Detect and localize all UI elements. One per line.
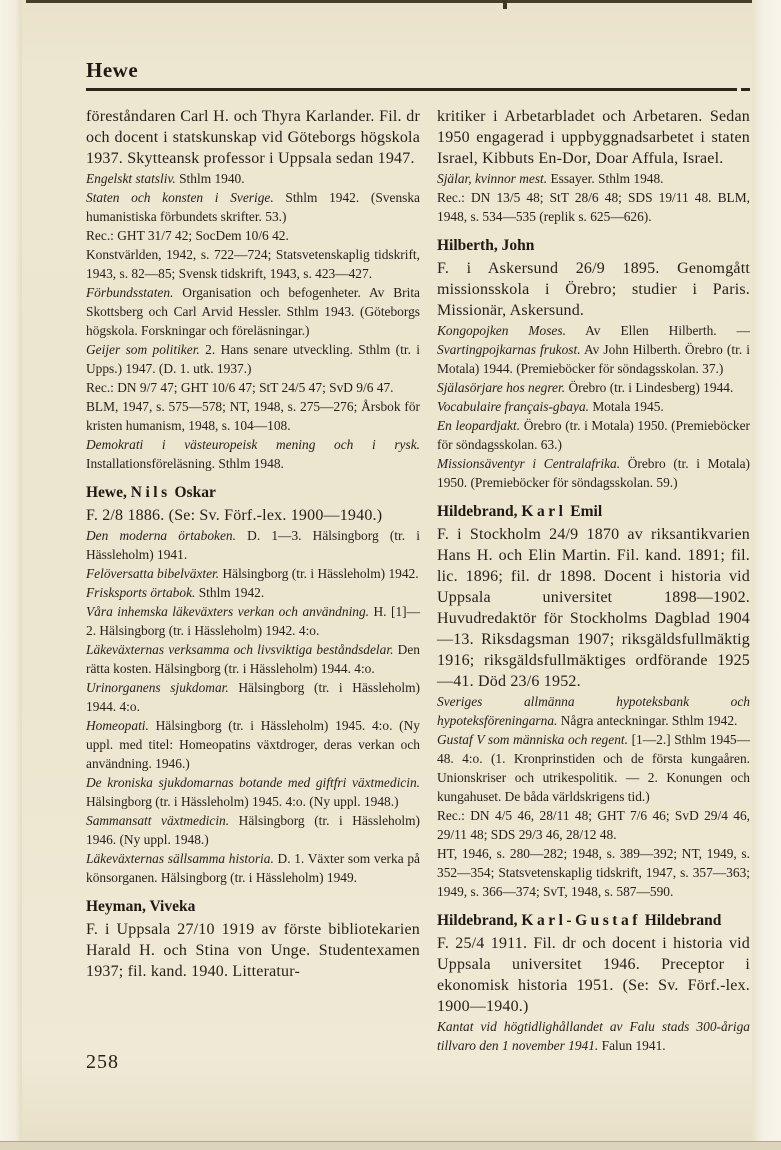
text-run: Hildebrand [640,912,722,929]
page-edge-left [0,0,22,1150]
text-run: Karl-Gustaf [521,912,641,929]
text-run: Läkeväxternas verksamma och livsviktiga beståndsdelar. [86,642,394,657]
ref-paragraph [86,245,420,283]
text-run: F. 25/4 1911. Fil. dr och docent i historia vid Uppsala universitet 1946. Preceptor i ekonomisk historia 1951. (Se: Sv. Förf.-lex. 1900—1940.) [437,935,750,1015]
bio-paragraph [437,524,750,692]
text-run: Engelskt statsliv. [86,171,176,186]
text-run: [1—2.] Sthlm 1945—48. 4:o. (1. Kronprinstiden och de första kungaåren. Unionskriser och utrikespolitik. — 2. Konungen och kungahuset. De båda världskrigens tid.) [437,732,750,804]
text-run: Svartingpojkarnas frukost. [437,342,581,357]
text-run: F. i Askersund 26/9 1895. Genomgått missionsskola i Örebro; studier i Paris. Missionär, Askersund. [437,260,750,319]
bio-paragraph [437,258,750,321]
ref-paragraph [437,188,750,226]
work-paragraph [86,526,420,564]
text-run: Rec.: GHT 31/7 42; SocDem 10/6 42. [86,228,289,243]
text-run: Urinorganens sjukdomar. [86,680,229,695]
text-run: Falun 1941. [598,1038,666,1053]
text-run: Sthlm 1942. [195,585,265,600]
work-paragraph [86,640,420,678]
text-run: Kongopojken Moses. [437,323,566,338]
text-run: BLM, 1947, s. 575—578; NT, 1948, s. 275—276; Årsbok för kristen humanism, 1948, s. 104—108. [86,399,420,433]
bio-paragraph [437,106,750,169]
entry-heading [86,483,420,502]
text-run: Av John Hilberth. Örebro (tr. i Motala) 1944. (Premieböcker för söndagsskolan. 37.) [437,342,750,376]
text-run: Sthlm 1942. (Svenska humanistiska förbundets skrifter. 53.) [86,190,420,224]
text-run: Karl [521,503,567,520]
text-run: Själasörjare hos negrer. [437,380,566,395]
work-paragraph [437,321,750,378]
text-run: Våra inhemska läkeväxters verkan och användning. [86,604,370,619]
text-run: Hildebrand, [437,912,522,929]
text-run: Rec.: DN 9/7 47; GHT 10/6 47; StT 24/5 47; SvD 9/6 47. [86,380,394,395]
work-paragraph [437,169,750,188]
text-run: Felöversatta bibelväxter. [86,566,220,581]
work-paragraph [437,730,750,806]
text-run: Nils [130,484,171,501]
bio-paragraph [86,106,420,169]
text-run: Oskar [170,484,216,501]
page-content [86,58,750,1055]
page-number: 258 [86,1051,119,1073]
work-paragraph [86,602,420,640]
entry-heading [437,236,750,255]
text-run: Rec.: DN 13/5 48; StT 28/6 48; SDS 19/11 48. BLM, 1948, s. 534—535 (replik s. 625—626). [437,190,750,224]
text-run: HT, 1946, s. 280—282; 1948, s. 389—392; NT, 1949, s. 352—354; Statsvetenskaplig tidskrift, 1947, s. 357—363; 1949, s. 366—374; SvT, 1948, s. 587—590. [437,846,750,899]
text-run: Hälsingborg (tr. i Hässleholm) 1942. [219,566,419,581]
ref-paragraph [437,806,750,844]
text-run: De kroniska sjukdomarnas botande med giftfri växtmedicin. [86,775,420,790]
work-paragraph [86,340,420,378]
work-paragraph [437,454,750,492]
text-run: Frisksports örtabok. [86,585,196,600]
work-paragraph [86,849,420,887]
text-run: Av Ellen Hilberth. — [565,323,750,338]
work-paragraph [437,1017,750,1055]
text-run: Gustaf V som människa och regent. [437,732,628,747]
ref-paragraph [437,844,750,901]
entry-heading [86,897,420,916]
text-run: Den rätta kosten. Hälsingborg (tr. i Hässleholm) 1944. 4:o. [86,642,420,676]
text-run: Essayer. Sthlm 1948. [547,171,664,186]
work-paragraph [86,583,420,602]
entry-heading [437,911,750,930]
ref-paragraph [86,226,420,245]
work-paragraph [86,564,420,583]
text-run: Installationsföreläsning. Sthlm 1948. [86,456,284,471]
work-paragraph [86,188,420,226]
work-paragraph [437,378,750,397]
text-run: Heyman, Viveka [86,898,196,915]
text-run: Några anteckningar. Sthlm 1942. [557,713,738,728]
text-run: Sveriges allmänna hypoteksbank och hypoteksföreningarna. [437,694,750,728]
bio-paragraph [86,919,420,982]
work-paragraph [86,678,420,716]
work-paragraph [86,716,420,773]
text-run: F. 2/8 1886. (Se: Sv. Förf.-lex. 1900—1940.) [86,507,383,524]
text-run: Örebro (tr. i Lindesberg) 1944. [565,380,734,395]
text-run: Hälsingborg (tr. i Hässleholm) 1945. 4:o. (Ny uppl. med titel: Homeopatins växtdroger, deras verkan och användning. 1946.) [86,718,420,771]
work-paragraph [86,435,420,473]
text-run: Den moderna örtaboken. [86,528,236,543]
header-rule-dash [741,88,750,91]
text-run: Demokrati i västeuropeisk mening och i rysk. [86,437,420,452]
work-paragraph [437,692,750,730]
right-column [437,106,750,1055]
text-run: H. [1]—2. Hälsingborg (tr. i Hässleholm) 1942. 4:o. [86,604,420,638]
text-run: Staten och konsten i Sverige. [86,190,274,205]
text-run: Konstvärlden, 1942, s. 722—724; Statsvetenskaplig tidskrift, 1943, s. 82—85; Svensk tidskrift, 1943, s. 423—427. [86,247,420,281]
text-run: kritiker i Arbetarbladet och Arbetaren. Sedan 1950 engagerad i uppbyggnadsarbetet i staten Israel, Kibbuts En-Dor, Doar Affula, Israel. [437,108,750,167]
text-run: Hildebrand, [437,503,522,520]
left-column [86,106,420,1055]
text-run: Geijer som politiker. [86,342,200,357]
text-run: D. 1. Växter som verka på könsorganen. Hälsingborg (tr. i Hässleholm) 1949. [86,851,420,885]
text-run: Läkeväxternas sällsamma historia. [86,851,274,866]
text-run: Vocabulaire français-gbaya. [437,399,589,414]
scan-artifact-tick [503,0,507,9]
text-run: Motala 1945. [588,399,664,414]
bio-paragraph [86,505,420,526]
text-run: Örebro (tr. i Motala) 1950. (Premieböcker för söndagsskolan. 59.) [437,456,750,490]
text-run: Förbundsstaten. [86,285,174,300]
text-run: Sthlm 1940. [175,171,245,186]
work-paragraph [86,811,420,849]
text-run: Organisation och befogenheter. Av Brita Skottsberg och Carl Arvid Hessler. Sthlm 1943. (Göteborgs högskola. Forskningar och föreläsningar.) [86,285,420,338]
text-run: Hälsingborg (tr. i Hässleholm) 1945. 4:o. (Ny uppl. 1948.) [86,794,399,809]
page-edge-right [752,0,781,1150]
text-run: En leopardjakt. [437,418,521,433]
ref-paragraph [86,378,420,397]
text-run: Hälsingborg (tr. i Hässleholm) 1946. (Ny uppl. 1948.) [86,813,420,847]
running-header-title: Hewe [86,58,139,82]
work-paragraph [437,397,750,416]
text-run: Emil [566,503,603,520]
text-run: Kantat vid högtidlighållandet av Falu stads 300-åriga tillvaro den 1 november 1941. [437,1019,750,1053]
bio-paragraph [437,933,750,1017]
text-run: Hewe, [86,484,131,501]
header-rule [86,88,737,91]
ref-paragraph [86,397,420,435]
text-columns [86,106,750,1055]
text-run: F. i Uppsala 27/10 1919 av förste bibliotekarien Harald H. och Stina von Unge. Studentexamen 1937; fil. kand. 1940. Litteratur- [86,921,420,980]
text-run: Rec.: DN 4/5 46, 28/11 48; GHT 7/6 46; SvD 29/4 46, 29/11 48; SDS 29/3 46, 28/12 48. [437,808,750,842]
text-run: Homeopati. [86,718,149,733]
text-run: Missionsäventyr i Centralafrika. [437,456,621,471]
work-paragraph [86,283,420,340]
text-run: F. i Stockholm 24/9 1870 av riksantikvarien Hans H. och Elin Martin. Fil. kand. 1891; fil. lic. 1896; fil. dr 1898. Docent i historia vid Uppsala universitet 1898—1902. Huvudredaktör för Stockholms Dagblad 1904—13. Riksdagsman 1907; riksgäldsfullmäktig 1916; riksgäldsfullmäktiges ordförande 1925—41. Död 23/6 1952. [437,526,750,690]
text-run: D. 1—3. Hälsingborg (tr. i Hässleholm) 1941. [86,528,420,562]
text-run: Själar, kvinnor mest. [437,171,548,186]
text-run: föreståndaren Carl H. och Thyra Karlander. Fil. dr och docent i statskunskap vid Göteborgs högskola 1937. Skytteansk professor i Uppsala sedan 1947. [86,108,420,167]
work-paragraph [86,169,420,188]
text-run: Hälsingborg (tr. i Hässleholm) 1944. 4:o. [86,680,420,714]
text-run: 2. Hans senare utveckling. Sthlm (tr. i Upps.) 1947. (D. 1. utk. 1937.) [86,342,421,376]
text-run: Hilberth, John [437,237,535,254]
text-run: Sammansatt växtmedicin. [86,813,230,828]
work-paragraph [437,416,750,454]
page-edge-bottom [0,1141,781,1150]
work-paragraph [86,773,420,811]
text-run: Örebro (tr. i Motala) 1950. (Premieböcker för söndagsskolan. 63.) [437,418,750,452]
entry-heading [437,502,750,521]
page-edge-top [26,0,781,3]
